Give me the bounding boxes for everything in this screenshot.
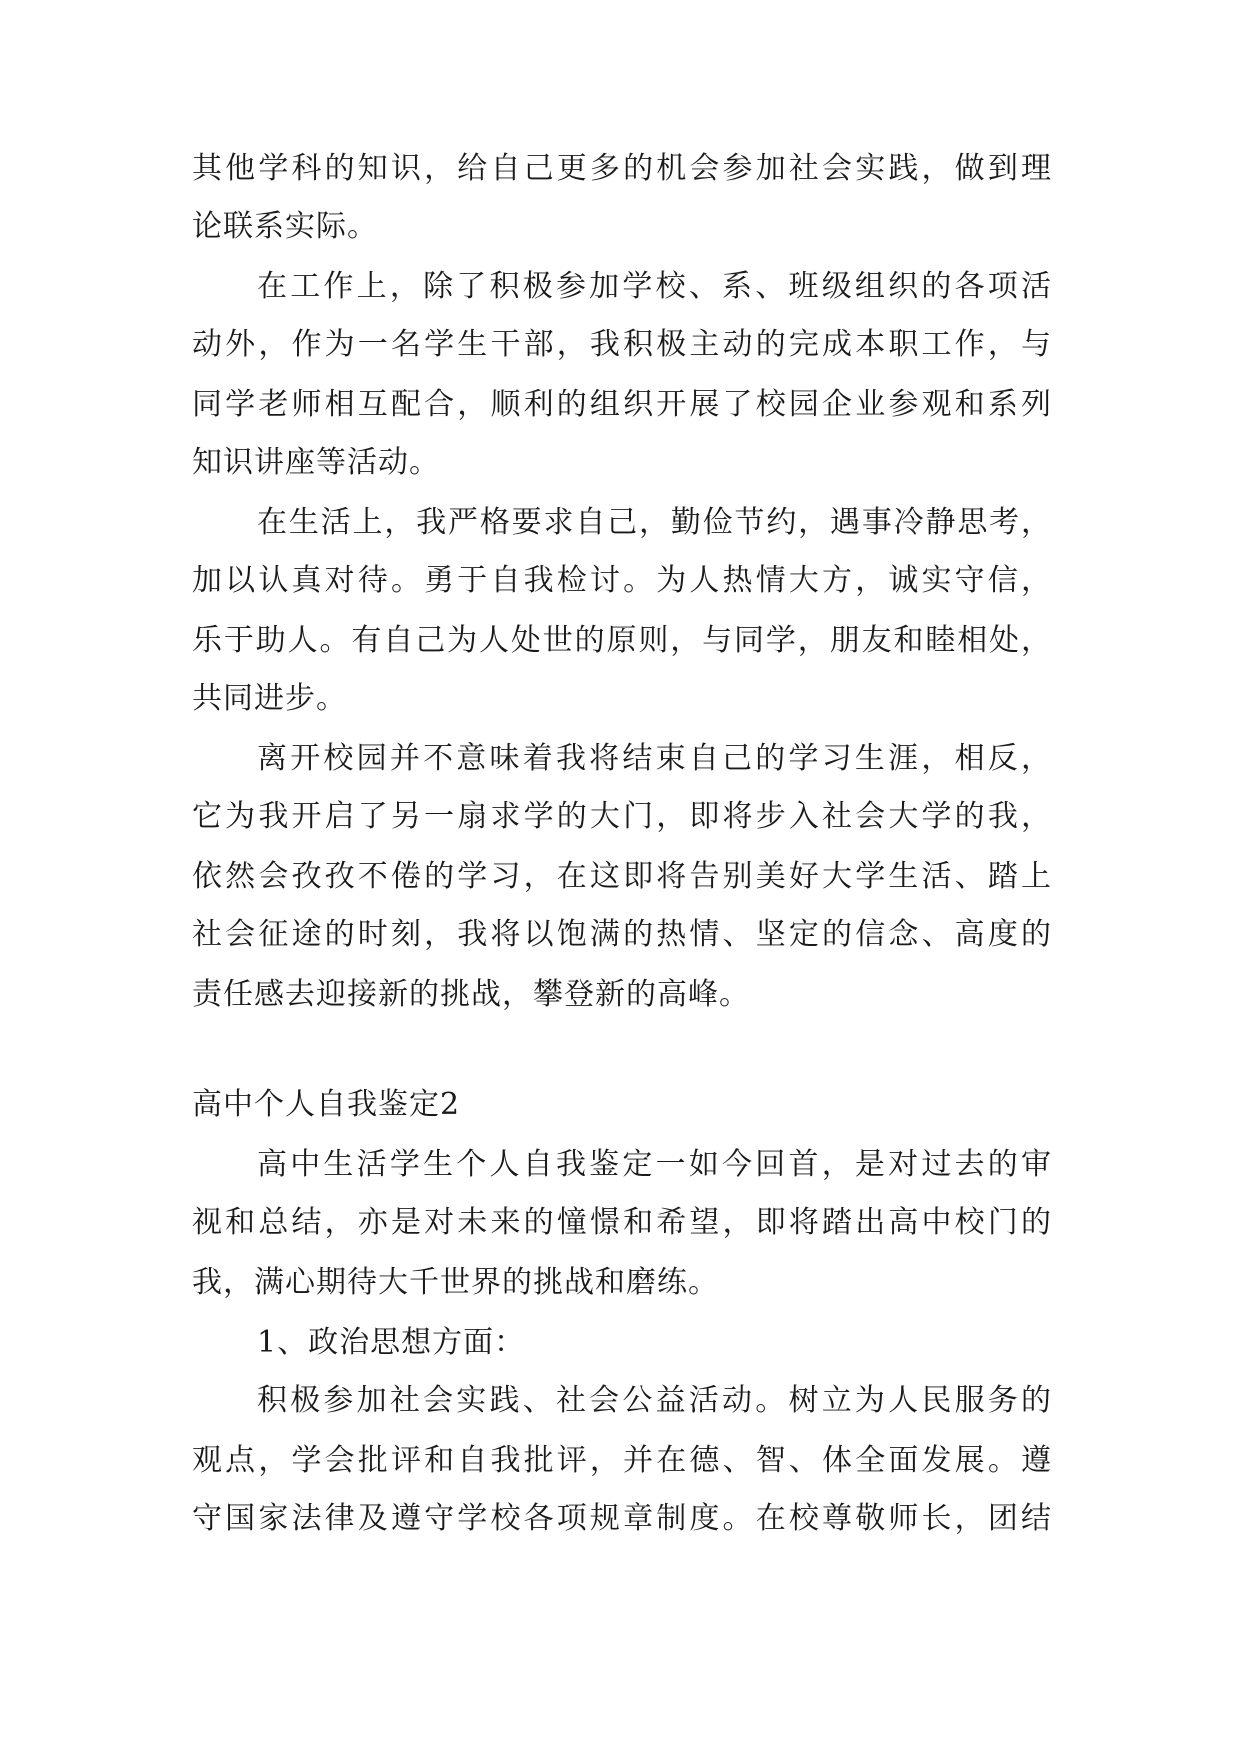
body-text-line: 其他学科的知识，给自己更多的机会参加社会实践，做到理 (192, 151, 1052, 186)
body-text-line: 依然会孜孜不倦的学习，在这即将告别美好大学生活、踏上 (192, 859, 1052, 894)
section-heading: 高中个人自我鉴定2 (192, 1087, 461, 1122)
body-text-line: 同学老师相互配合，顺利的组织开展了校园企业参观和系列 (192, 387, 1052, 422)
body-text-line: 观点，学会批评和自我批评，并在德、智、体全面发展。遵 (192, 1443, 1052, 1478)
paragraph-first-line: 在生活上，我严格要求自己，勤俭节约，遇事冷静思考， (257, 505, 1052, 540)
paragraph-first-line: 离开校园并不意味着我将结束自己的学习生涯，相反， (257, 741, 1052, 776)
body-text-line: 视和总结，亦是对未来的憧憬和希望，即将踏出高中校门的 (192, 1205, 1052, 1240)
body-text-line: 加以认真对待。勇于自我检讨。为人热情大方，诚实守信， (192, 563, 1052, 598)
body-text-line: 论联系实际。 (192, 209, 378, 244)
body-text-line: 动外，作为一名学生干部，我积极主动的完成本职工作，与 (192, 327, 1052, 362)
subsection-heading: 1、政治思想方面： (257, 1325, 526, 1360)
body-text-line: 社会征途的时刻，我将以饱满的热情、坚定的信念、高度的 (192, 917, 1052, 952)
body-text-line: 责任感去迎接新的挑战，攀登新的高峰。 (192, 977, 750, 1012)
body-text-line: 共同进步。 (192, 681, 347, 716)
paragraph-first-line: 高中生活学生个人自我鉴定一如今回首，是对过去的审 (257, 1147, 1052, 1182)
body-text-line: 乐于助人。有自己为人处世的原则，与同学，朋友和睦相处， (192, 623, 1052, 658)
body-text-line: 知识讲座等活动。 (192, 445, 440, 480)
body-text-line: 守国家法律及遵守学校各项规章制度。在校尊敬师长，团结 (192, 1501, 1052, 1536)
body-text-line: 我，满心期待大千世界的挑战和磨练。 (192, 1265, 719, 1300)
body-text-line: 它为我开启了另一扇求学的大门，即将步入社会大学的我， (192, 799, 1052, 834)
paragraph-first-line: 在工作上，除了积极参加学校、系、班级组织的各项活 (257, 269, 1052, 304)
paragraph-first-line: 积极参加社会实践、社会公益活动。树立为人民服务的 (257, 1383, 1052, 1418)
